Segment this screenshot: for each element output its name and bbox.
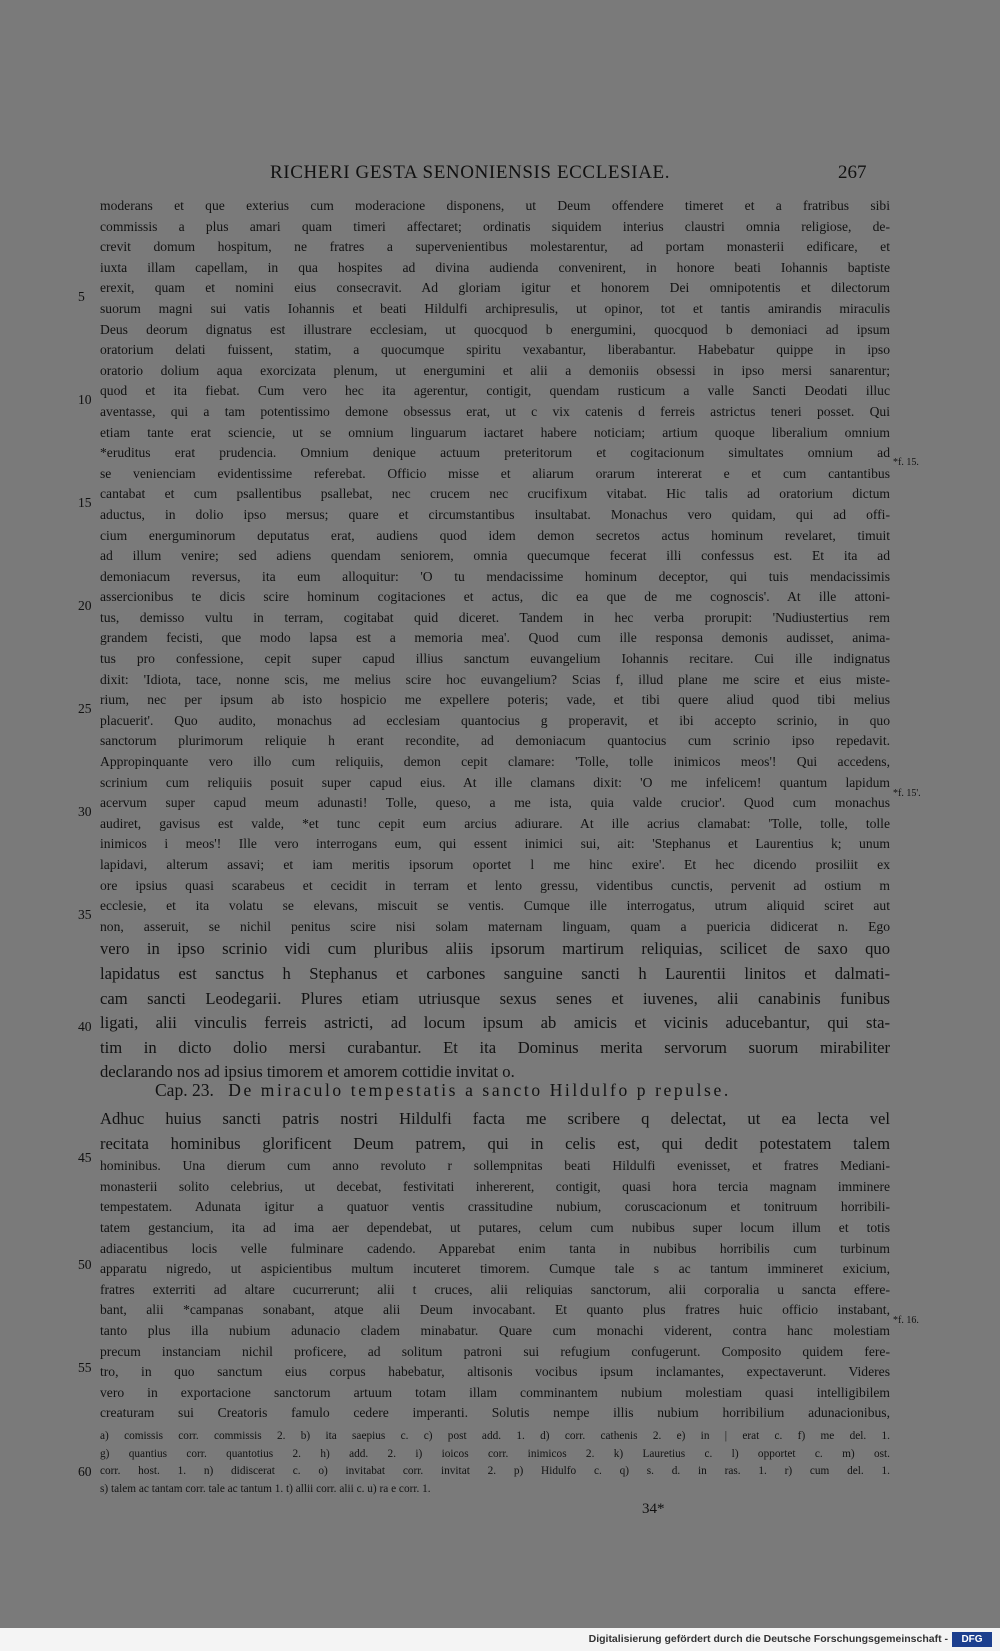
footnote-line: g) quantius corr. quantotius 2. h) add. 2. i) ioicos corr. inimicos 2. k) Lauretius c. l) opportet c. m) ost.	[100, 1447, 890, 1460]
text-line: vero in exportacione sanctorum artuum totam illam comminantem nubium molestiam quasi intelligibilem	[100, 1384, 890, 1400]
text-line: oratorium delati fuissent, statim, a quocumque spiritu vexabantur, liberabantur. Habebatur quippe in ipso	[100, 342, 890, 358]
text-line: tempestatem. Adunata igitur a quatuor ventis crassitudine nubium, coruscacionum et tonitruum horribili-	[100, 1199, 890, 1215]
text-line: demoniacum reversus, ita eum alloquitur: 'O tu mendacissime hominum deceptor, qui tuis mendacissimis	[100, 568, 890, 584]
chapter-text	[100, 1107, 890, 1424]
main-text	[100, 196, 890, 1085]
credit-bar	[0, 1628, 1000, 1651]
line-number: 50	[78, 1257, 92, 1272]
text-line: creaturam sui Creatoris famulo cedere imperanti. Solutis nempe illis nubium horribilium adunacionibus,	[100, 1405, 890, 1421]
text-line: etiam tante erat sciencie, ut se omnium linguarum iactaret habere noticiam; artium quoque liberalium omnium	[100, 424, 890, 440]
text-line: oratorio dolium aqua exorcizata plenum, ut energumini et alii a demoniis obsessi in ipso mersi sanarentur;	[100, 362, 890, 378]
credit-text: Digitalisierung gefördert durch die Deutsche Forschungsgemeinschaft -	[588, 1633, 948, 1645]
text-line: aductus, in dolio ipso mersus; quare et circumstantibus insultabat. Monachus vero quidam, qui ad offi-	[100, 506, 890, 522]
text-line: tus pro confessione, cepit super capud illius sanctum euvangelium Iohannis recitare. Cui ille indignatus	[100, 651, 890, 667]
text-line: adiacentibus locis velle fulminare cadendo. Apparebat enim tanta in nubibus horribilis cum turbinum	[100, 1240, 890, 1256]
text-line: recitata hominibus glorificent Deum patrem, qui in celis est, qui dedit potestatem talem	[100, 1133, 890, 1153]
text-line: se venienciam evidentissime referebat. Officio misse et aliarum orarum intererat e et cum cantantibus	[100, 465, 890, 481]
line-number: 35	[78, 907, 92, 922]
text-line: scrinium cum reliquiis posuit super capud eius. At ille clamans dixit: 'O me infelicem! quantum lapidum	[100, 774, 890, 790]
margin-folio-note: *f. 16.	[893, 1315, 919, 1326]
page-number: 267	[838, 162, 867, 183]
text-line: ore ipsius quasi scarabeus et cecidit in terram et lento gressu, videntibus cunctis, pervenit ad ostium m	[100, 877, 890, 893]
sheet-signature: 34*	[642, 1501, 665, 1517]
text-line: grandem fecisti, que modo lapsa est a memoria mea'. Quod cum ille responsa demonis audisset, anima-	[100, 630, 890, 646]
text-line: commissis a plus amari quam timeri affectaret; ordinatis siquidem interius claustri omnia religiose, de-	[100, 218, 890, 234]
line-number: 5	[78, 289, 85, 304]
line-number: 20	[78, 598, 92, 613]
text-line: ad illum venire; sed adiens quendam seniorem, omnia quecumque fecerat illi confessus est. Et ita ad	[100, 548, 890, 564]
text-line: bant, alii *campanas sonabant, atque alii Deum invocabant. Et quanto plus fratres huic officio instabant,	[100, 1302, 890, 1318]
dfg-logo-icon: DFG	[952, 1632, 992, 1647]
text-line: lapidatus est sanctus h Stephanus et carbones sanguine sancti h Laurentii linitos et dalmati-	[100, 963, 890, 983]
text-line: dixit: 'Idiota, tace, nonne scis, me melius scire hoc euvangelium? Scias f, illud plane me scire et eius miste-	[100, 671, 890, 687]
line-number: 60	[78, 1464, 92, 1479]
text-line: crevit domum hospitum, ne fratres a supervenientibus molestarentur, ad portam monasterii edificare, et	[100, 239, 890, 255]
text-line: apparatu nigredo, ut aspicientibus multum incuteret timorem. Cumque tale s ac tantum immineret exicium,	[100, 1261, 890, 1277]
text-line: tanto plus illa nubium adunacio cladem minabatur. Quare cum monachi viderent, contra hanc molestiam	[100, 1322, 890, 1338]
text-line: erexit, quam et nomini eius consecravit. Ad gloriam igitur et honorem Dei omnipotentis et dilectorum	[100, 280, 890, 296]
margin-folio-note: *f. 15'.	[893, 788, 921, 799]
text-line: audiret, gavisus est valde, *et tunc cepit eum arcius adiurare. At ille acrius clamabat: 'Tolle, tolle, tolle	[100, 815, 890, 831]
text-line: ecclesie, et ita volatu se elevans, miscuit se ventis. Cumque ille interrogatus, utrum aliquid sciret aut	[100, 898, 890, 914]
text-line: cium energuminorum deputatus erat, audiens quod idem demon secretos actus hominum revelaret, timuit	[100, 527, 890, 543]
chapter-heading	[155, 1077, 875, 1103]
text-line: *eruditus erat prudencia. Omnium denique actuum preteritorum et cogitacionum simultates omnium ad	[100, 445, 890, 461]
text-line: fratres exterriti ad altare cucurrerunt; alii t cruces, alii reliquias sanctorum, alii corporalia u sancta effere-	[100, 1281, 890, 1297]
text-line: Appropinquante vero illo cum reliquiis, demon cepit clamare: 'Tolle, tolle inimicos meos'! Qui accedens,	[100, 754, 890, 770]
line-number: 45	[78, 1150, 92, 1165]
footnote-line: corr. host. 1. n) didiscerat c. o) invitabat corr. invitat 2. p) Hidulfo c. q) s. d. in ras. 1. r) cum del. 1.	[100, 1465, 890, 1477]
line-number: 25	[78, 701, 92, 716]
footnote-line: a) comissis corr. commissis 2. b) ita saepius c. c) post add. 1. d) corr. cathenis 2. e) in | erat c. f) me del. 1.	[100, 1430, 890, 1442]
line-number: 55	[78, 1360, 92, 1375]
chapter-title: De miraculo tempestatis a sancto Hildulfo p repulse.	[228, 1080, 731, 1100]
text-line: tus, demisso vultu in terram, cogitabat quid diceret. Tandem in hec verba prorupit: 'Nudiustertius rem	[100, 609, 890, 625]
text-line: Deus deorum dignatus est illustrare ecclesiam, ut quocquod b energumini, quocquod b demoniaci ad ipsum	[100, 321, 890, 337]
text-line: ligati, alii vinculis ferreis astricti, ad locum ipsum ab amicis et vicinis aducebantur, qui sta-	[100, 1013, 890, 1033]
text-line: moderans et que exterius cum moderacione disponens, ut Deum offendere timeret et a fratribus sibi	[100, 198, 890, 213]
text-line: Adhuc huius sancti patris nostri Hildulfi facta me scribere q delectat, ut ea lecta vel	[100, 1109, 890, 1128]
text-line: iuxta illam capellam, in qua hospites ad divina audienda convenirent, in honore beati Iohannis baptiste	[100, 259, 890, 275]
text-line: inimicos i meos'! Ille vero interrogans eum, qui essent inimici sui, ait: 'Stephanus et Laurentius k; unum	[100, 836, 890, 852]
text-line: assercionibus te dicis scire hominum cogitaciones et actus, dic ea que de me cognoscis'. At ille attoni-	[100, 589, 890, 605]
text-line: suorum magni sui vatis Iohannis et beati Hildulfi archipresulis, ut opinor, tot et tantis amirandis miraculis	[100, 300, 890, 316]
page-header	[0, 162, 1000, 186]
text-line: acervum super capud meum adunasti! Tolle, queso, a me ista, quia valde crucior'. Quod cum monachus	[100, 795, 890, 811]
text-line: aventasse, qui a tam potentissimo demone obsessus erat, ut c vix catenis d ferreis astrictus teneri posset. Qui	[100, 403, 890, 419]
text-line: cam sancti Leodegarii. Plures etiam utriusque sexus senes et iuvenes, alii canabinis funibus	[100, 988, 890, 1008]
footnote-line: s) talem ac tantam corr. tale ac tantum 1. t) allii corr. alii c. u) ra e corr. 1.	[100, 1482, 431, 1495]
footnotes	[100, 1428, 890, 1498]
line-number: 40	[78, 1019, 92, 1034]
text-line: non, asseruit, se nichil penitus scire nisi solam maternam linguam, quam a puericia didicerat n. Ego	[100, 918, 890, 934]
text-line: tro, in quo sanctum eius corpus habebatur, altisonis vocibus ipsum inclamantes, expectaverunt. Videres	[100, 1364, 890, 1380]
text-line: tatem gestancium, ita ad ima aer dependebat, ut putares, celum cum nubibus super locum illum et totis	[100, 1219, 890, 1235]
line-number: 15	[78, 495, 92, 510]
text-line: hominibus. Una dierum cum anno revoluto r sollempnitas beati Hildulfi evenisset, et fratres Mediani-	[100, 1158, 890, 1174]
text-line: monasterii solito celebrius, ut decebat, festivitati inhererent, contigit, quasi hora tercia magnam imminere	[100, 1178, 890, 1194]
line-number: 10	[78, 392, 92, 407]
text-line: precum instanciam nichil proficere, ad solitum patroni sui refugium confugerunt. Composito quidem fere-	[100, 1343, 890, 1359]
line-number: 30	[78, 804, 92, 819]
text-line: vero in ipso scrinio vidi cum pluribus aliis ipsorum martirum reliquias, scilicet de saxo quo	[100, 939, 890, 959]
text-line: sanctorum plurimorum reliquie h erant recondite, ad demoniacum quantocius cum scrinio ipso repedavit.	[100, 733, 890, 749]
running-title: RICHERI GESTA SENONIENSIS ECCLESIAE.	[270, 162, 671, 183]
chapter-label: Cap. 23.	[155, 1080, 214, 1100]
text-line: declarando nos ad ipsius timorem et amorem cottidie invitat o.	[100, 1062, 515, 1082]
text-line: placuerit'. Quo audito, monachus ad ecclesiam quantocius g properavit, et ibi accepto scrinio, in quo	[100, 712, 890, 728]
text-line: rium, nec per ipsum ab isto hospicio me expellere poteris; vade, et tibi quere aliud quod tibi melius	[100, 692, 890, 708]
text-line: tim in dicto dolio mersi curabantur. Et ita Dominus merita servorum suorum mirabiliter	[100, 1037, 890, 1057]
margin-folio-note: *f. 15.	[893, 457, 919, 468]
text-line: quod et ita fiebat. Cum vero hec ita agerentur, contigit, quendam rusticum a valle Sancti Deodati illuc	[100, 383, 890, 399]
text-line: cantabat et cum psallentibus psallebat, nec crucem nec crucifixum vitabat. Hic talis ad oratorium dictum	[100, 486, 890, 502]
text-line: lapidavi, alterum assavi; et iam meritis ipsorum oportet l me hinc exire'. Et hec dicendo prosiliit ex	[100, 857, 890, 872]
